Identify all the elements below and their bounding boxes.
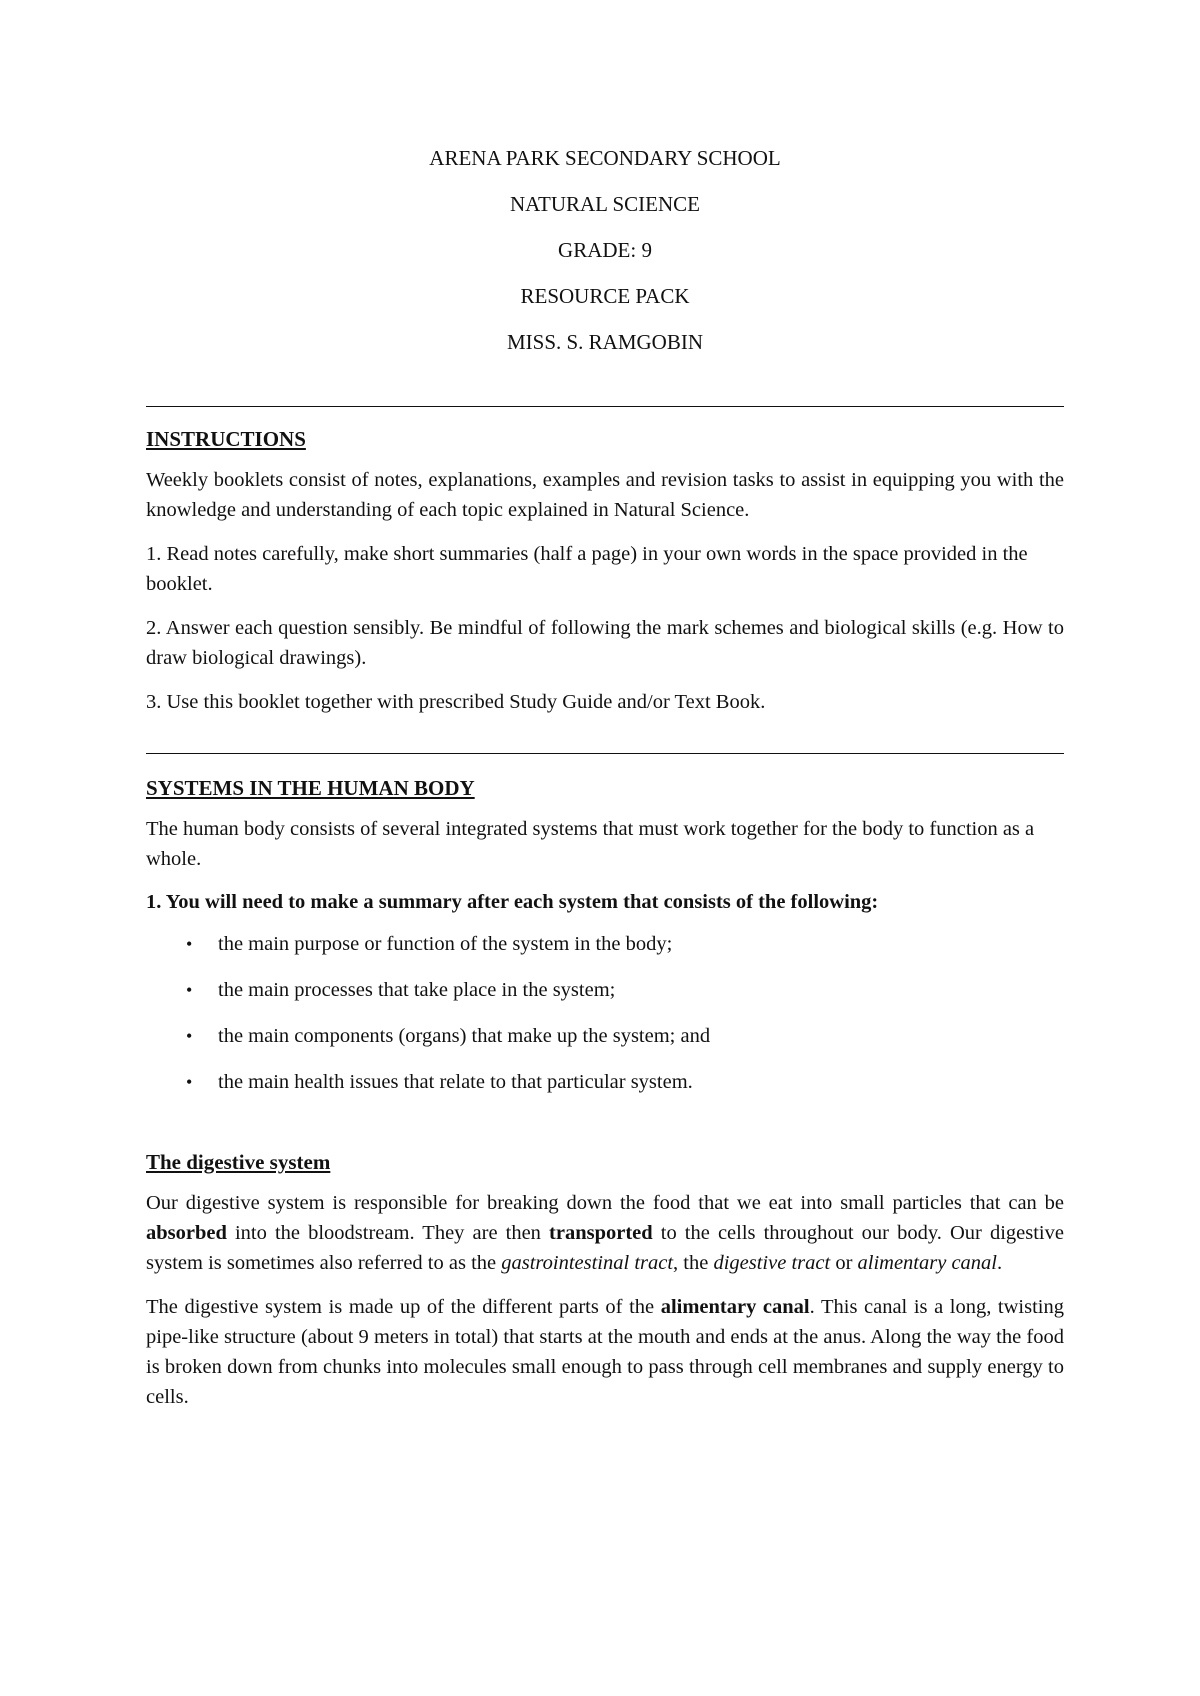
bold-term-absorbed: absorbed: [146, 1222, 227, 1244]
instructions-title: INSTRUCTIONS: [146, 427, 306, 451]
text-run: to the cells throughout our body. Our digestive system is sometimes also referred to as the: [146, 1222, 1064, 1274]
bullet-text: the main components (organs) that make up the system; and: [218, 1025, 711, 1047]
italic-term-gastrointestinal: gastrointestinal tract: [501, 1252, 674, 1274]
instruction-item-1: 1. Read notes carefully, make short summaries (half a page) in your own words in the space provided in the booklet.: [146, 543, 1028, 595]
summary-heading: 1. You will need to make a summary after each system that consists of the following:: [146, 891, 879, 913]
list-item: [186, 1068, 1064, 1096]
text-run: Our digestive system is responsible for breaking down the food that we eat into small particles that can be: [146, 1192, 1064, 1214]
instruction-item-2: 2. Answer each question sensibly. Be mindful of following the mark schemes and biological skills (e.g. How to draw biological drawings).: [146, 617, 1064, 669]
instruction-item-3: 3. Use this booklet together with prescribed Study Guide and/or Text Book.: [146, 691, 766, 713]
bullet-icon: •: [186, 1026, 193, 1046]
teacher-name: MISS. S. RAMGOBIN: [506, 330, 704, 354]
digestive-title: The digestive system: [146, 1150, 331, 1174]
resource-label: RESOURCE PACK: [520, 284, 690, 308]
list-item: [186, 930, 1064, 958]
italic-term-alimentary: alimentary canal: [857, 1252, 998, 1274]
text-run: into the bloodstream. They are then: [226, 1222, 550, 1244]
bullet-icon: •: [186, 980, 193, 1000]
digestive-paragraph-1: [146, 1188, 1064, 1278]
bullet-text: the main purpose or function of the system in the body;: [218, 933, 673, 955]
systems-intro: The human body consists of several integrated systems that must work together for the body to function as a whole.: [146, 818, 1035, 870]
document-page: [146, 0, 1064, 1426]
bullet-icon: •: [186, 934, 193, 954]
text-run: , the: [673, 1252, 714, 1274]
bullet-text: the main processes that take place in the system;: [218, 979, 616, 1001]
school-name: ARENA PARK SECONDARY SCHOOL: [429, 146, 781, 170]
summary-bullet-list: [146, 930, 1064, 1096]
digestive-paragraph-2: [146, 1292, 1064, 1412]
bullet-icon: •: [186, 1072, 193, 1092]
bold-term-transported: transported: [549, 1222, 653, 1244]
list-item: [186, 1022, 1064, 1050]
systems-title: SYSTEMS IN THE HUMAN BODY: [146, 776, 475, 800]
text-run: or: [830, 1252, 858, 1274]
grade-label: GRADE: 9: [558, 238, 652, 262]
instructions-intro: Weekly booklets consist of notes, explanations, examples and revision tasks to assist in equipping you with the knowledge and understanding of each topic explained in Natural Science.: [146, 469, 1064, 521]
bold-term-alimentary-canal: alimentary canal: [660, 1296, 810, 1318]
text-run: . This canal is a long, twisting pipe-like structure (about 9 meters in total) that starts at the mouth and ends at the anus. Along the way the food is broken down from chunks into molecules small enough to pass through cell membranes and supply energy to cells.: [146, 1296, 1064, 1408]
text-run: The digestive system is made up of the different parts of the: [146, 1296, 661, 1318]
italic-term-digestive-tract: digestive tract: [713, 1252, 831, 1274]
text-run: .: [997, 1252, 1003, 1274]
bullet-text: the main health issues that relate to that particular system.: [218, 1071, 693, 1093]
list-item: [186, 976, 1064, 1004]
document-header: [146, 0, 1064, 354]
subject-name: NATURAL SCIENCE: [510, 192, 700, 216]
